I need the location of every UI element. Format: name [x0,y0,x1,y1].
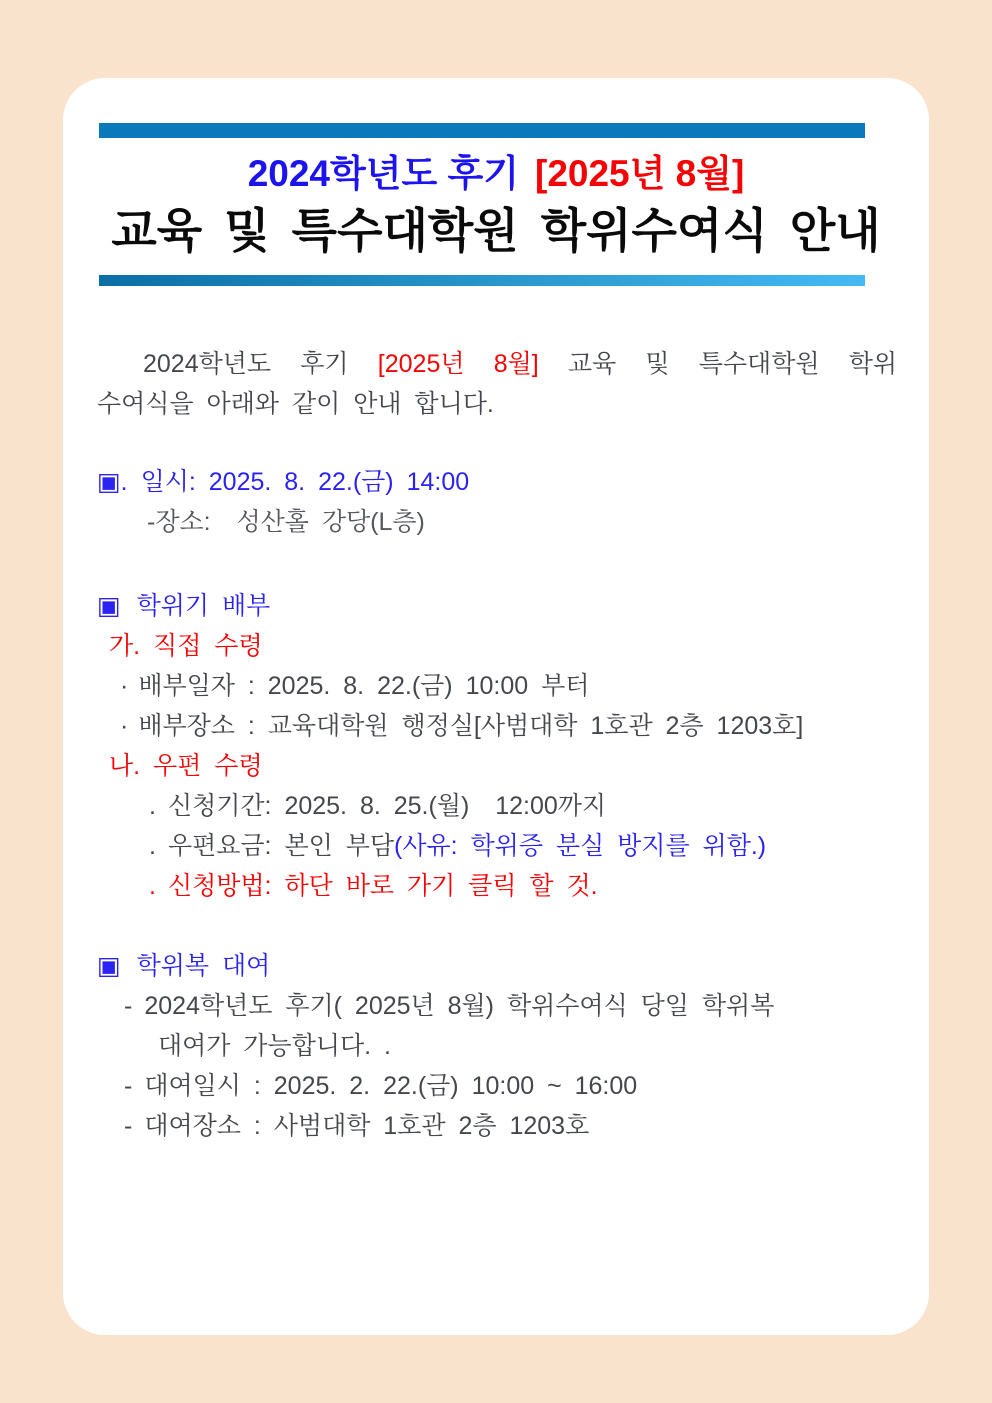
main-title: 교육 및 특수대학원 학위수여식 안내 [111,204,881,257]
top-accent-bar [99,123,865,138]
dash-bullet-icon: - [124,992,133,1020]
ceremony-datetime-line [97,462,897,502]
square-bullet-icon: ▣ [97,592,121,620]
ceremony-section [97,462,897,542]
mail-receipt-title: 나. 우편 수령 [109,752,263,780]
middle-dot-bullet-icon: · [120,712,129,740]
title-term-text: 2024학년도 후기 [247,153,519,194]
mail-method-line [97,866,897,906]
dash-bullet-icon: - [124,1112,133,1140]
notice-body [97,344,897,1146]
distribution-date-line [97,666,897,706]
rental-heading-text: 학위복 대여 [136,952,271,980]
rental-place-text: 대여장소 : 사범대학 1호관 2층 1203호 [144,1112,590,1140]
intro-part-bracket: [2025년 8월] [377,350,539,378]
square-bullet-icon: ▣ [97,952,121,980]
rental-heading [97,946,897,986]
rental-place-line [97,1106,897,1146]
rental-availability-line-1 [97,986,897,1026]
distribution-place-line [97,706,897,746]
rental-datetime-line [97,1066,897,1106]
rental-availability-text-1: 2024학년도 후기( 2025년 8월) 학위수여식 당일 학위복 [144,992,775,1020]
rental-datetime-text: 대여일시 : 2025. 2. 22.(금) 10:00 ~ 16:00 [144,1072,638,1100]
intro-paragraph [97,344,897,424]
gown-rental-section [97,946,897,1146]
ceremony-datetime-text: 일시: 2025. 8. 22.(금) 14:00 [140,468,470,496]
middle-dot-bullet-icon: · [120,672,129,700]
mail-period-line [97,786,897,826]
rental-availability-line-2: 대여가 가능합니다. . [158,1032,391,1060]
header-divider-bar [99,275,865,286]
intro-line-2: 수여식을 아래와 같이 안내 합니다. [97,390,494,418]
mail-fee-line [97,826,897,866]
intro-part-3: 교육 및 특수대학원 학위 [567,350,898,378]
direct-receipt-title: 가. 직접 수령 [109,632,263,660]
distribution-heading [97,586,897,626]
distribution-date-text: 배부일자 : 2025. 8. 22.(금) 10:00 부터 [138,672,590,700]
distribution-heading-text: 학위기 배부 [136,592,271,620]
intro-part-1: 2024학년도 후기 [143,350,349,378]
notice-card [63,78,929,1335]
mail-method-text: 신청방법: 하단 바로 가기 클릭 할 것. [167,872,598,900]
diploma-distribution-section [97,586,897,906]
mail-fee-text: 우편요금: 본인 부담 [167,832,394,860]
period-bullet-icon: . [149,872,156,900]
square-bullet-icon: ▣. [97,468,128,496]
distribution-place-text: 배부장소 : 교육대학원 행정실[사범대학 1호관 2층 1203호] [138,712,804,740]
title-term-bracket: [2025년 8월] [535,153,745,194]
title-term-line [63,152,929,196]
mail-fee-note: (사유: 학위증 분실 방지를 위함.) [394,832,767,860]
period-bullet-icon: . [149,832,156,860]
mail-period-text: 신청기간: 2025. 8. 25.(월) 12:00까지 [167,792,607,820]
intro-line-1 [97,344,897,384]
dash-bullet-icon: - [124,1072,133,1100]
period-bullet-icon: . [149,792,156,820]
ceremony-place-line: -장소: 성산홀 강당(L층) [147,508,425,536]
